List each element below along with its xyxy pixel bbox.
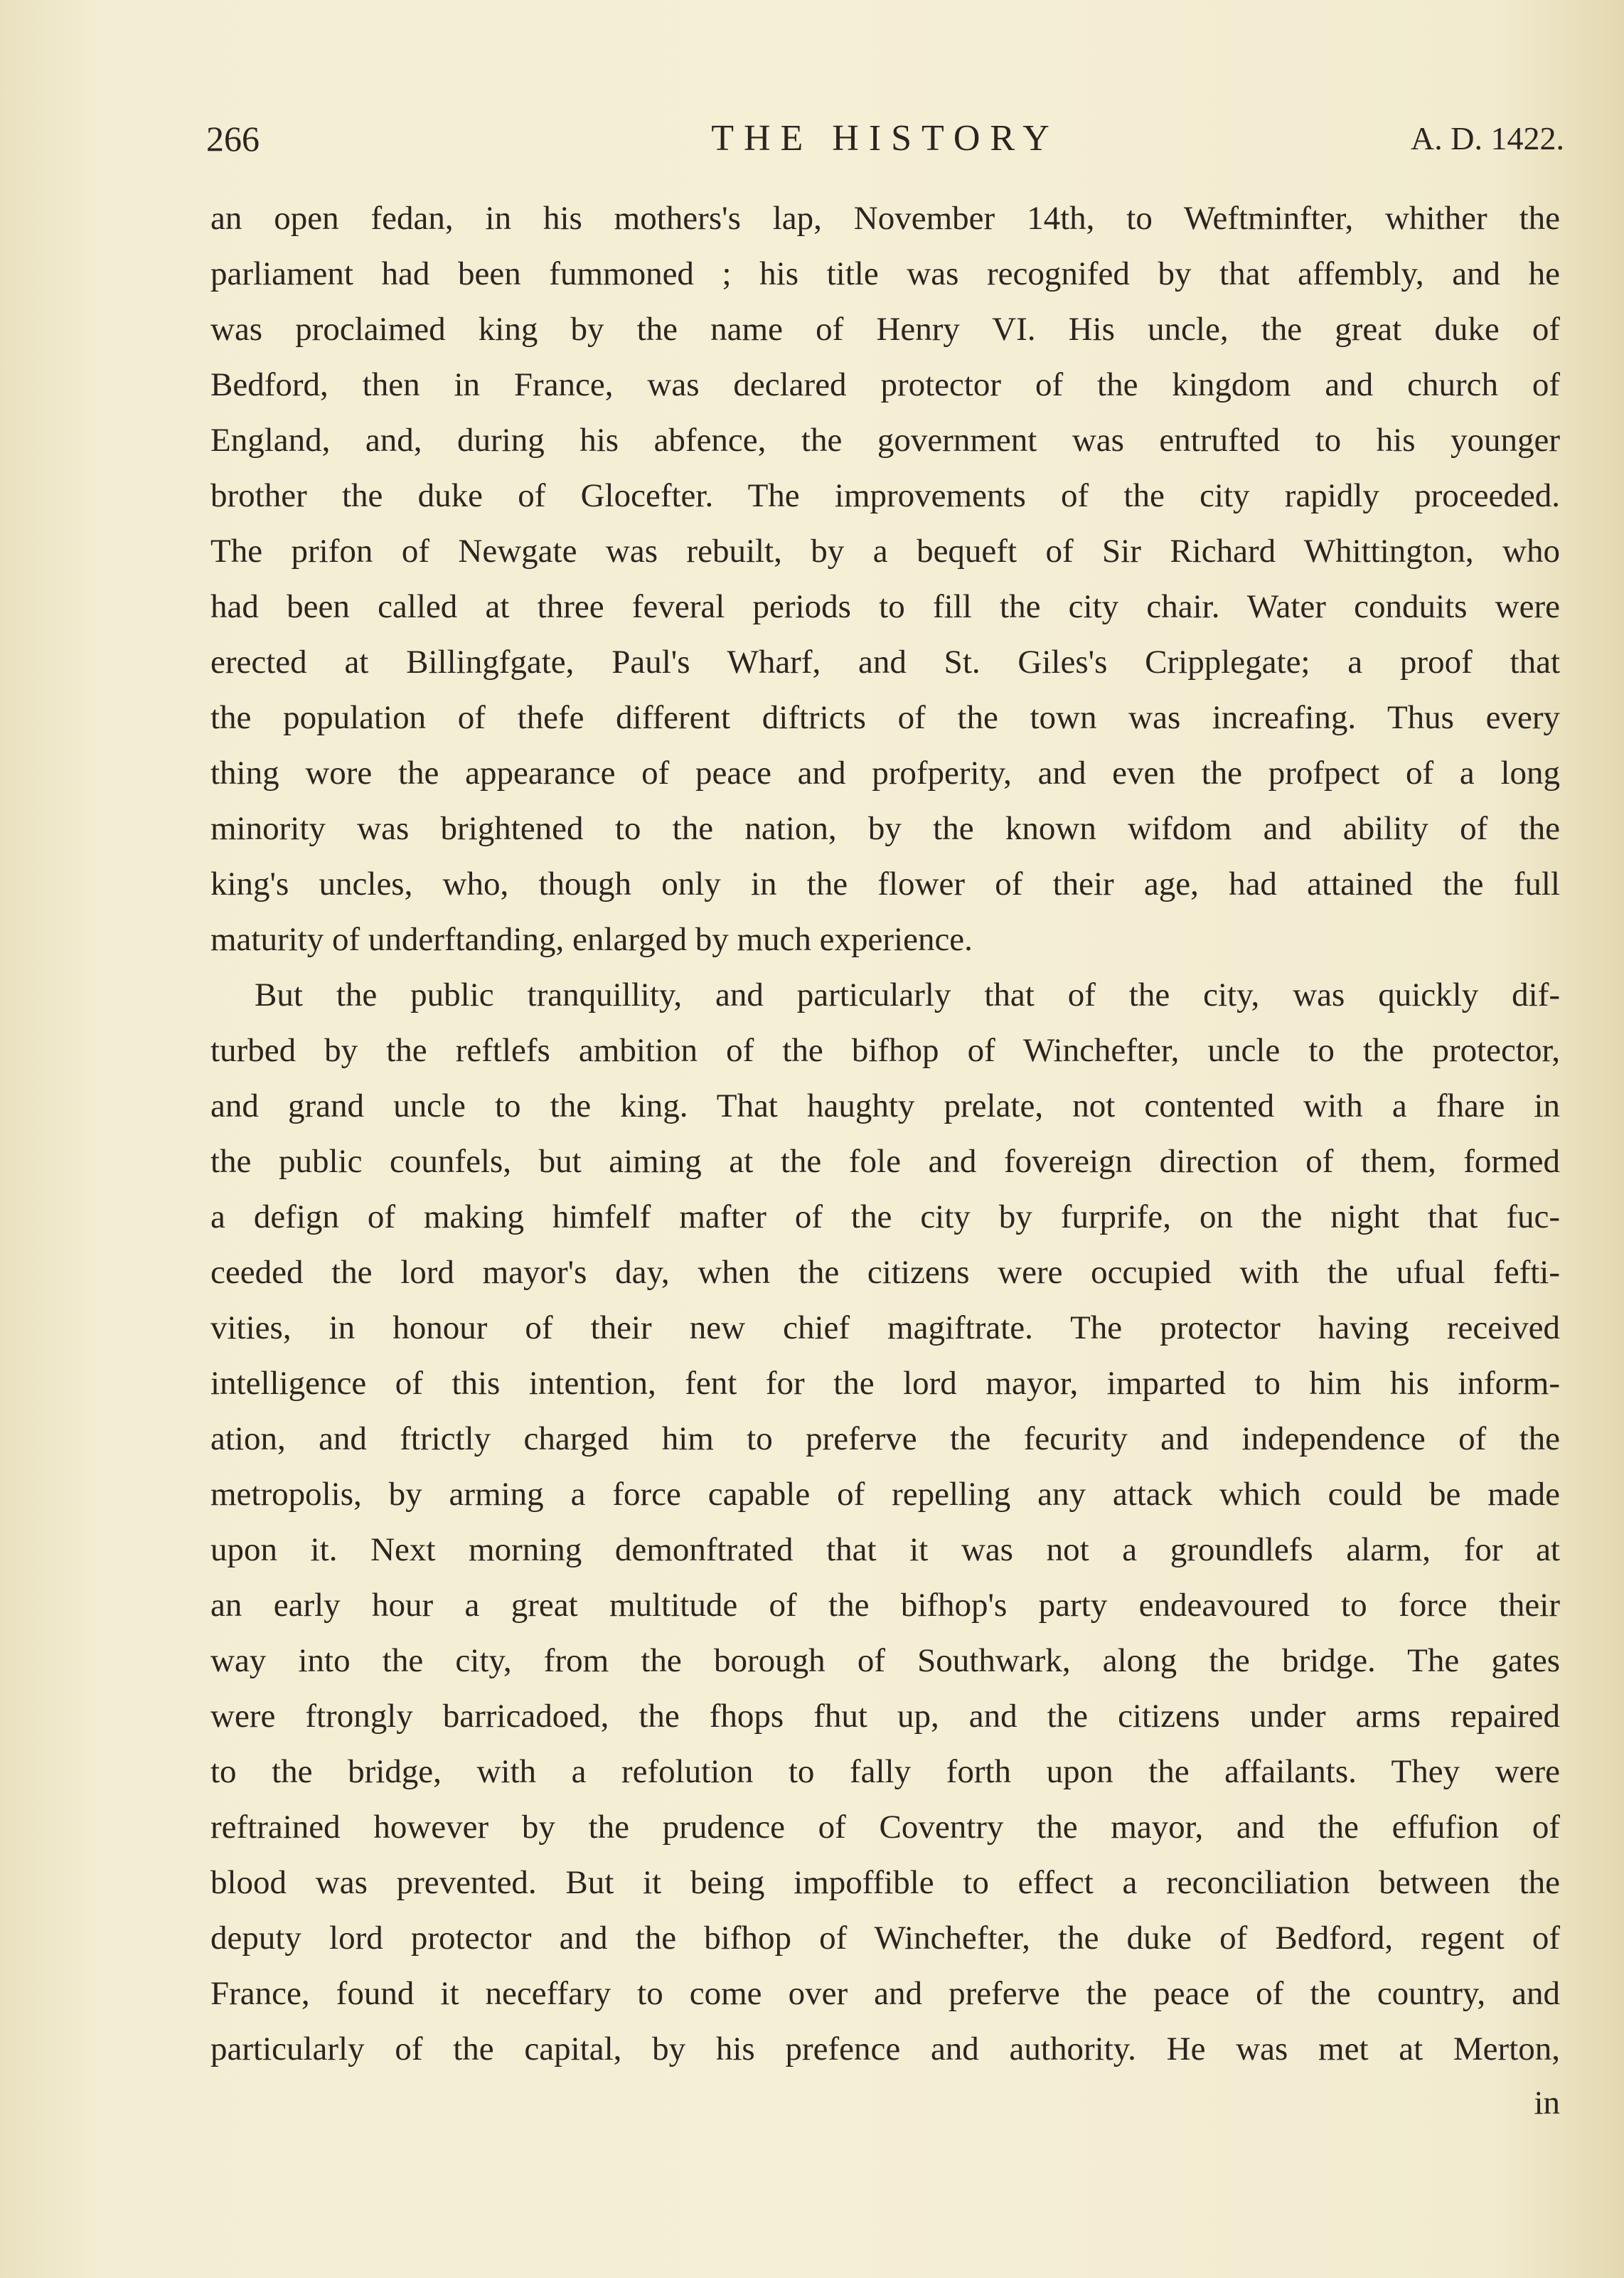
text-line: turbed by the reftlefs ambition of the bifhop of Winchefter, uncle to the protector, xyxy=(210,1032,1560,1069)
text-line: was proclaimed king by the name of Henry VI. His uncle, the great duke of xyxy=(210,311,1560,348)
catchword: in xyxy=(1534,2085,1560,2122)
text-line: vities, in honour of their new chief magiftrate. The protector having received xyxy=(210,1309,1560,1346)
text-line: the public counfels, but aiming at the fole and fovereign direction of them, formed xyxy=(210,1143,1560,1180)
text-line: thing wore the appearance of peace and profperity, and even the profpect of a long xyxy=(210,755,1560,792)
running-head xyxy=(206,114,1564,164)
body-text xyxy=(210,191,1560,2077)
text-line: ceeded the lord mayor's day, when the citizens were occupied with the ufual fefti- xyxy=(210,1254,1560,1291)
text-line: upon it. Next morning demonftrated that it was not a groundlefs alarm, for at xyxy=(210,1531,1560,1568)
text-line: way into the city, from the borough of Southwark, along the bridge. The gates xyxy=(210,1642,1560,1679)
text-line: The prifon of Newgate was rebuilt, by a bequeft of Sir Richard Whittington, who xyxy=(210,533,1560,570)
text-line: England, and, during his abfence, the government was entrufted to his younger xyxy=(210,422,1560,459)
text-line: a defign of making himfelf mafter of the city by furprife, on the night that fuc- xyxy=(210,1198,1560,1235)
text-line: France, found it neceffary to come over and preferve the peace of the country, and xyxy=(210,1975,1560,2012)
text-line: maturity of underftanding, enlarged by much experience. xyxy=(210,921,973,958)
text-line: parliament had been fummoned ; his title was recognifed by that affembly, and he xyxy=(210,255,1560,292)
text-line: But the public tranquillity, and particularly that of the city, was quickly dif- xyxy=(255,976,1560,1013)
text-line: an open fedan, in his mothers's lap, November 14th, to Weftminfter, whither the xyxy=(210,200,1560,237)
text-line: were ftrongly barricadoed, the fhops fhut up, and the citizens under arms repaired xyxy=(210,1698,1560,1735)
running-year: A. D. 1422. xyxy=(1411,120,1564,156)
running-title: THE HISTORY xyxy=(711,118,1059,159)
text-line: erected at Billingfgate, Paul's Wharf, and St. Giles's Cripplegate; a proof that xyxy=(210,644,1560,681)
text-line: to the bridge, with a refolution to fally forth upon the affailants. They were xyxy=(210,1753,1560,1790)
text-line: the population of thefe different diftricts of the town was increafing. Thus every xyxy=(210,699,1560,736)
text-line: had been called at three feveral periods to fill the city chair. Water conduits were xyxy=(210,588,1560,625)
text-line: Bedford, then in France, was declared protector of the kingdom and church of xyxy=(210,366,1560,403)
text-line: ation, and ftrictly charged him to preferve the fecurity and independence of the xyxy=(210,1420,1560,1457)
text-line: blood was prevented. But it being impoffible to effect a reconciliation between the xyxy=(210,1864,1560,1901)
text-line: particularly of the capital, by his prefence and authority. He was met at Merton, xyxy=(210,2030,1560,2067)
text-line: king's uncles, who, though only in the flower of their age, had attained the full xyxy=(210,866,1560,903)
paragraph-2 xyxy=(210,967,1560,2077)
text-line: intelligence of this intention, fent for the lord mayor, imparted to him his inform- xyxy=(210,1365,1560,1402)
text-line: deputy lord protector and the bifhop of Winchefter, the duke of Bedford, regent of xyxy=(210,1920,1560,1957)
page-number: 266 xyxy=(206,119,260,159)
text-line: and grand uncle to the king. That haughty prelate, not contented with a fhare in xyxy=(210,1087,1560,1124)
text-line: reftrained however by the prudence of Coventry the mayor, and the effufion of xyxy=(210,1809,1560,1846)
text-line: metropolis, by arming a force capable of repelling any attack which could be made xyxy=(210,1476,1560,1513)
text-line: brother the duke of Glocefter. The improvements of the city rapidly proceeded. xyxy=(210,477,1560,514)
text-line: an early hour a great multitude of the bifhop's party endeavoured to force their xyxy=(210,1587,1560,1624)
text-line: minority was brightened to the nation, by the known wifdom and ability of the xyxy=(210,810,1560,847)
paragraph-1 xyxy=(210,191,1560,967)
